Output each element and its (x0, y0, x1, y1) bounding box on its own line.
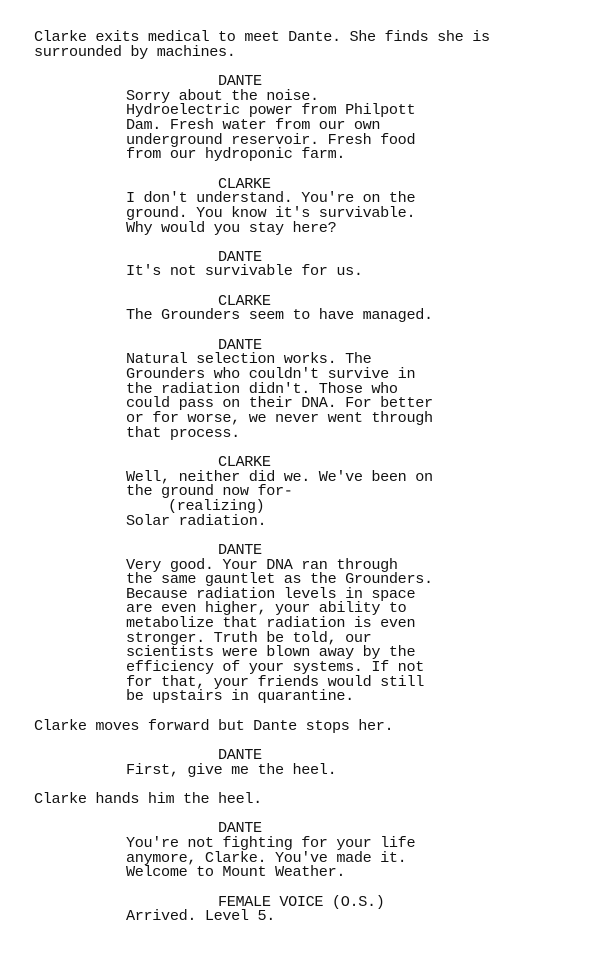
dialogue-line: Arrived. Level 5. (126, 907, 275, 926)
dialogue-line: Dam. Fresh water from our own (126, 115, 381, 134)
dialogue-line: from our hydroponic farm. (126, 145, 346, 164)
dialogue-line: First, give me the heel. (126, 760, 337, 779)
dialogue-line: It's not survivable for us. (126, 262, 363, 281)
character-cue: FEMALE VOICE (O.S.) (218, 892, 385, 911)
dialogue-line: that process. (126, 423, 240, 442)
dialogue-block (126, 760, 614, 779)
dialogue-block (126, 86, 614, 164)
dialogue-line: the ground now for- (126, 482, 293, 501)
dialogue-line: Welcome to Mount Weather. (126, 863, 346, 882)
action-line: Clarke moves forward but Dante stops her. (34, 716, 394, 735)
action-block (34, 30, 614, 59)
dialogue-block (126, 191, 614, 235)
dialogue-line: Solar radiation. (126, 511, 267, 530)
dialogue-line: Well, neither did we. We've been on (126, 467, 433, 486)
character-cue: DANTE (218, 71, 262, 90)
action-line: surrounded by machines. (34, 42, 236, 61)
dialogue-block (126, 833, 614, 882)
character-cue: CLARKE (218, 452, 271, 471)
dialogue-line: Natural selection works. The (126, 350, 372, 369)
dialogue-line: Because radiation levels in space (126, 584, 416, 603)
character-cue: DANTE (218, 819, 262, 838)
dialogue-line: ground. You know it's survivable. (126, 203, 416, 222)
dialogue-line: for that, your friends would still (126, 672, 424, 691)
dialogue-block (126, 555, 614, 706)
dialogue-line: The Grounders seem to have managed. (126, 306, 433, 325)
dialogue-block (126, 308, 614, 323)
dialogue-line: Very good. Your DNA ran through (126, 555, 398, 574)
character-cue: DANTE (218, 746, 262, 765)
character-cue: DANTE (218, 540, 262, 559)
dialogue-line: are even higher, your ability to (126, 599, 407, 618)
character-cue: DANTE (218, 247, 262, 266)
dialogue-block (126, 467, 614, 530)
dialogue-line: the same gauntlet as the Grounders. (126, 570, 433, 589)
dialogue-block (126, 264, 614, 279)
character-cue: CLARKE (218, 291, 271, 310)
dialogue-line: scientists were blown away by the (126, 643, 416, 662)
action-block (34, 789, 614, 808)
dialogue-line: Why would you stay here? (126, 218, 337, 237)
action-line: Clarke exits medical to meet Dante. She finds she is (34, 28, 490, 46)
action-block (34, 716, 614, 735)
dialogue-line: be upstairs in quarantine. (126, 687, 354, 706)
dialogue-line: could pass on their DNA. For better (126, 394, 433, 413)
dialogue-block (126, 352, 614, 440)
character-cue: DANTE (218, 335, 262, 354)
dialogue-line: Grounders who couldn't survive in (126, 365, 416, 384)
dialogue-line: Hydroelectric power from Philpott (126, 101, 416, 120)
dialogue-line: anymore, Clarke. You've made it. (126, 848, 407, 867)
dialogue-line: efficiency of your systems. If not (126, 658, 424, 677)
dialogue-line: You're not fighting for your life (126, 833, 416, 852)
dialogue-line: or for worse, we never went through (126, 408, 433, 427)
dialogue-block (126, 909, 614, 924)
action-line: Clarke hands him the heel. (34, 789, 262, 808)
dialogue-line: Sorry about the noise. (126, 86, 319, 105)
dialogue-line: I don't understand. You're on the (126, 189, 416, 208)
parenthetical: (realizing) (168, 496, 265, 515)
dialogue-line: metabolize that radiation is even (126, 614, 416, 633)
dialogue-line: the radiation didn't. Those who (126, 379, 398, 398)
dialogue-line: underground reservoir. Fresh food (126, 130, 416, 149)
character-cue: CLARKE (218, 174, 271, 193)
dialogue-line: stronger. Truth be told, our (126, 628, 372, 647)
